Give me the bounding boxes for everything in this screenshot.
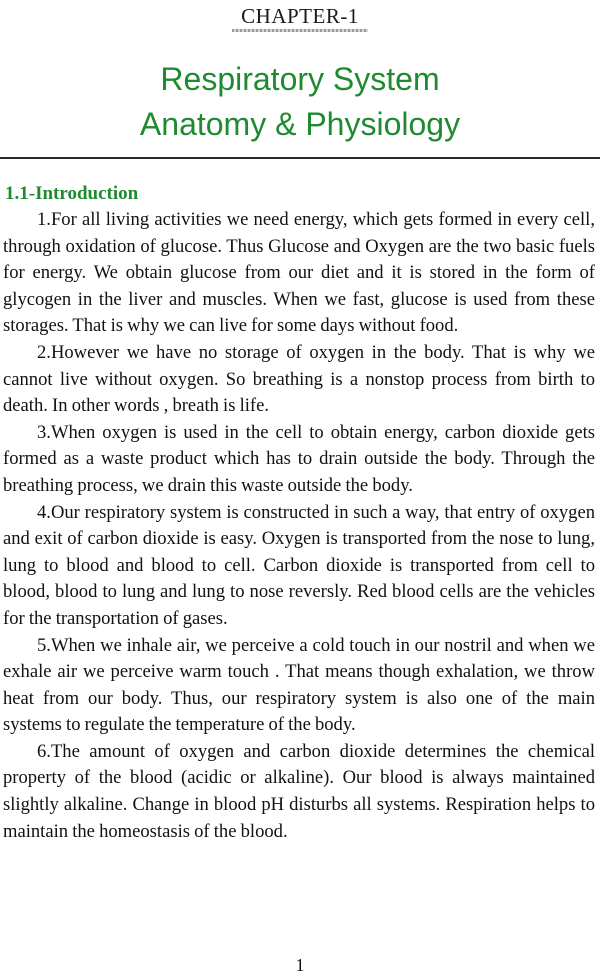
chapter-underline xyxy=(232,29,368,32)
paragraph-3: 3.When oxygen is used in the cell to obtain energy, carbon dioxide gets formed as a waste product which has to drain outside the body. Through the breathing process, we drain this waste outside the body. xyxy=(3,421,595,496)
section-heading: 1.1-Introduction xyxy=(5,183,139,204)
section-body xyxy=(3,207,595,845)
paragraph-4: 4.Our respiratory system is constructed in such a way, that entry of oxygen and exit of carbon dioxide is easy. Oxygen is transported from the nose to lung, lung to blood and blood to cell. Carbon dioxide is transported from cell to blood, blood to lung and lung to nose reversly. Red blood cells are the vehicles for the transportation of gases. xyxy=(3,501,595,629)
title-divider xyxy=(0,157,600,159)
chapter-title-line-2: Anatomy & Physiology xyxy=(139,106,461,142)
chapter-label: CHAPTER-1 xyxy=(241,4,359,28)
page-number: 1 xyxy=(295,955,305,975)
chapter-title-line-1: Respiratory System xyxy=(160,61,440,97)
paragraph-5: 5.When we inhale air, we perceive a cold touch in our nostril and when we exhale air we perceive warm touch . That means though exhalation, we throw heat from our body. Thus, our respiratory system is also one of the main systems to regulate the temperature of the body. xyxy=(3,634,595,736)
paragraph-1: 1.For all living activities we need energy, which gets formed in every cell, through oxidation of glucose. Thus Glucose and Oxygen are the two basic fuels for energy. We obtain glucose from our diet and it is stored in the form of glycogen in the liver and muscles. When we fast, glucose is used from these storages. That is why we can live for some days without food. xyxy=(3,209,595,337)
paragraph-6: 6.The amount of oxygen and carbon dioxide determines the chemical property of the blood (acidic or alkaline). Our blood is always maintained slightly alkaline. Change in blood pH disturbs all systems. Respiration helps to maintain the homeostasis of the blood. xyxy=(3,740,595,842)
paragraph-2: 2.However we have no storage of oxygen in the body. That is why we cannot live without oxygen. So breathing is a nonstop process from birth to death. In other words , breath is life. xyxy=(3,341,595,417)
